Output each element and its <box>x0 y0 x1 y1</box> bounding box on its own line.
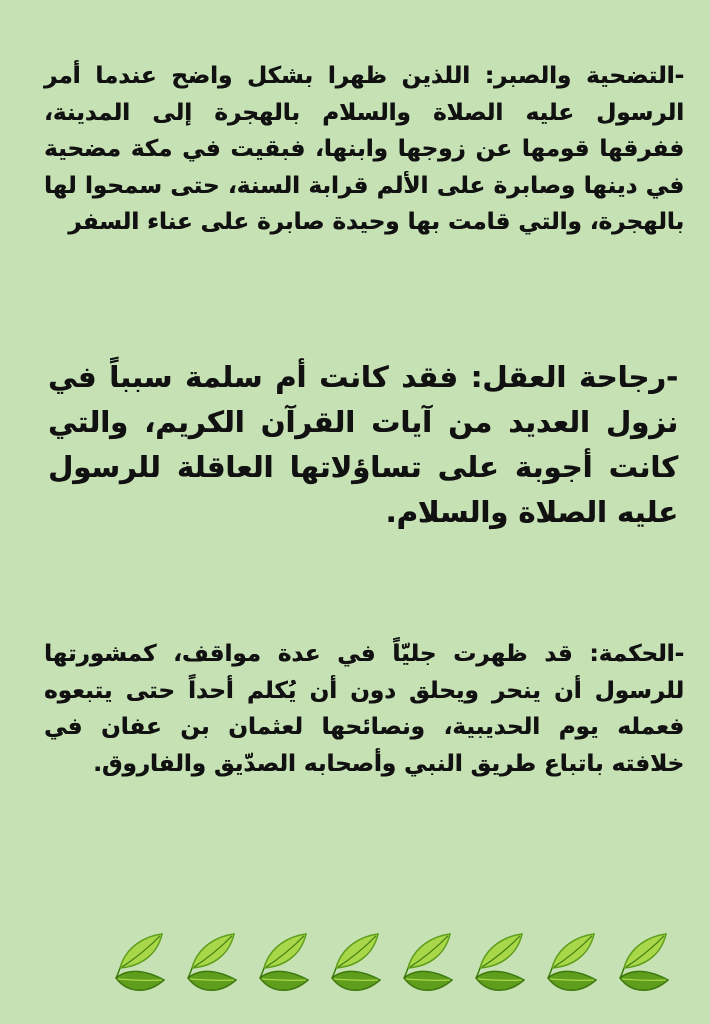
leaf-icon <box>184 928 240 1000</box>
paragraph-wisdom: -الحكمة: قد ظهرت جليّاً في عدة مواقف، كمشورتها للرسول أن ينحر ويحلق دون أن يُكلم أحداً حتى يتبعوه فعمله يوم الحديبية، ونصائحها لعثمان بن عفان في خلافته باتباع طريق النبي وأصحابه الصدّيق والفاروق. <box>44 641 684 777</box>
paragraph-sacrifice-patience: -التضحية والصبر: اللذين ظهرا بشكل واضح عندما أمر الرسول عليه الصلاة والسلام بالهجرة إلى المدينة، ففرقها قومها عن زوجها وابنها، فبقيت في مكة مضحية في دينها وصابرة على الألم قرابة السنة، حتى سمحوا لها بالهجرة، والتي قامت بها وحيدة صابرة على عناء السفر <box>44 63 684 235</box>
leaf-icon <box>112 928 168 1000</box>
leaf-icon <box>328 928 384 1000</box>
leaf-icon <box>472 928 528 1000</box>
leaf-icon <box>256 928 312 1000</box>
leaf-icon <box>616 928 672 1000</box>
leaf-decoration-row <box>112 928 672 1008</box>
leaf-icon <box>400 928 456 1000</box>
leaf-icon <box>544 928 600 1000</box>
paragraph-wisdom-of-mind: -رجاحة العقل: فقد كانت أم سلمة سبباً في نزول العديد من آيات القرآن الكريم، والتي كانت أجوبة على تساؤلاتها العاقلة للرسول عليه الصلاة والسلام. <box>48 360 678 529</box>
